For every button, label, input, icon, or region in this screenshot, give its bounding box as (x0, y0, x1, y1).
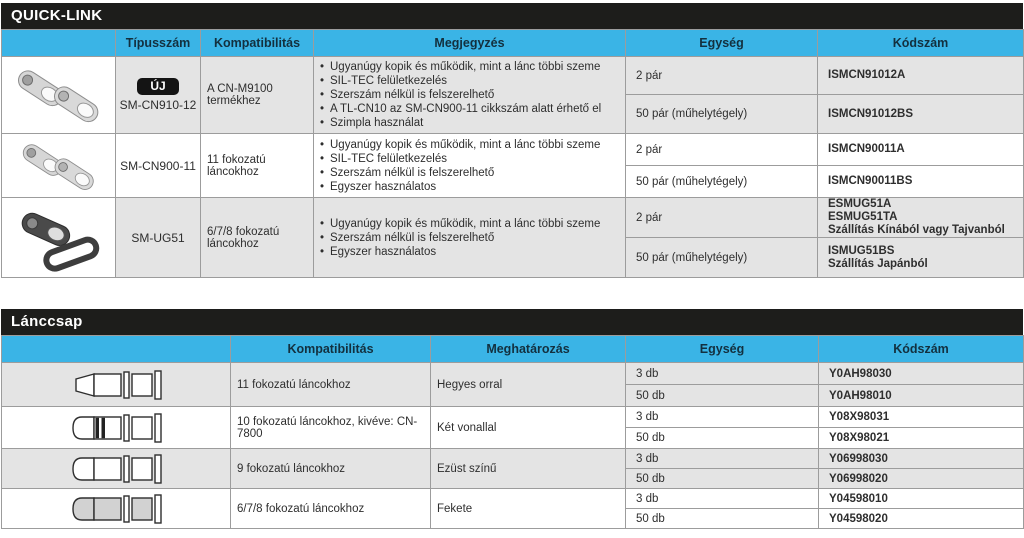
egyseg-cell: 3 db (626, 407, 819, 428)
col-header-kompatibilitas: Kompatibilitás (201, 30, 314, 57)
kodszam-cell: Y04598010 (819, 489, 1024, 509)
egyseg-cell: 50 db (626, 469, 819, 489)
quicklink-section (1, 3, 1023, 278)
megjegyzes-item: • Szerszám nélkül is felszerelhető (320, 166, 619, 180)
megjegyzes-item: • Szerszám nélkül is felszerelhető (320, 231, 619, 245)
lanccsap-title-bar: Lánccsap (1, 309, 1023, 335)
col-header-megjegyzes: Megjegyzés (314, 30, 626, 57)
lanccsap-drawing-cell (2, 407, 231, 449)
kompatibilitas-cell: 9 fokozatú láncokhoz (231, 449, 431, 489)
kompatibilitas-cell: 6/7/8 fokozatú láncokhoz (231, 489, 431, 529)
chain-pin-black-icon (68, 494, 164, 524)
kodszam-cell: ISMUG51BS Szállítás Japánból (818, 238, 1024, 278)
megjegyzes-cell (314, 57, 626, 134)
col-header-egyseg: Egység (626, 336, 819, 363)
table-row (2, 198, 1024, 238)
table-row (2, 489, 1024, 509)
kompatibilitas-cell: 6/7/8 fokozatú láncokhoz (201, 198, 314, 278)
megjegyzes-item: • Ugyanúgy kopik és működik, mint a lánc többi szeme (320, 138, 619, 152)
table-row (2, 449, 1024, 469)
tipusszam-cell (116, 57, 201, 134)
egyseg-cell: 3 db (626, 489, 819, 509)
megjegyzes-cell (314, 134, 626, 198)
egyseg-cell: 50 pár (műhelytégely) (626, 238, 818, 278)
quicklink-silver-photo-icon (11, 136, 107, 196)
megjegyzes-cell (314, 198, 626, 278)
col-header-kompatibilitas: Kompatibilitás (231, 336, 431, 363)
kodszam-cell: Y06998030 (819, 449, 1024, 469)
tipusszam-value: SM-CN910-12 (119, 98, 197, 112)
megjegyzes-item: • Ugyanúgy kopik és működik, mint a lánc többi szeme (320, 60, 619, 74)
chain-pin-silver-icon (68, 454, 164, 484)
lanccsap-header-row (2, 336, 1024, 363)
lanccsap-section (1, 309, 1023, 529)
col-header-kodszam: Kódszám (819, 336, 1024, 363)
megjegyzes-item: • Egyszer használatos (320, 245, 619, 259)
megjegyzes-item: • Ugyanúgy kopik és működik, mint a lánc többi szeme (320, 217, 619, 231)
table-row (2, 57, 1024, 95)
quicklink-title-bar: QUICK-LINK (1, 3, 1023, 29)
megjegyzes-item: • Szerszám nélkül is felszerelhető (320, 88, 619, 102)
megjegyzes-item: • Szimpla használat (320, 116, 619, 130)
tipusszam-cell: SM-CN900-11 (116, 134, 201, 198)
meghatarozas-cell: Ezüst színű (431, 449, 626, 489)
kodszam-cell: Y08X98031 (819, 407, 1024, 428)
egyseg-cell: 2 pár (626, 57, 818, 95)
kodszam-cell: Y04598020 (819, 509, 1024, 529)
kompatibilitas-cell: 11 fokozatú láncokhoz (201, 134, 314, 198)
new-badge: ÚJ (137, 78, 178, 95)
megjegyzes-item: • A TL-CN10 az SM-CN900-11 cikkszám alatt érhető el (320, 102, 619, 116)
quicklink-header-row (2, 30, 1024, 57)
quicklink-black-photo-icon (11, 203, 107, 273)
kompatibilitas-cell: 10 fokozatú láncokhoz, kivéve: CN-7800 (231, 407, 431, 449)
kompatibilitas-cell: A CN-M9100 termékhez (201, 57, 314, 134)
table-row (2, 407, 1024, 428)
egyseg-cell: 50 pár (műhelytégely) (626, 166, 818, 198)
lanccsap-drawing-cell (2, 363, 231, 407)
quicklink-table (1, 29, 1024, 278)
chain-pin-pointed-icon (68, 370, 164, 400)
egyseg-cell: 50 db (626, 385, 819, 407)
megjegyzes-item: • SIL-TEC felületkezelés (320, 152, 619, 166)
kodszam-cell: Y06998020 (819, 469, 1024, 489)
egyseg-cell: 3 db (626, 449, 819, 469)
kodszam-cell: ISMCN90011BS (818, 166, 1024, 198)
tipusszam-cell: SM-UG51 (116, 198, 201, 278)
kodszam-cell: Y08X98021 (819, 428, 1024, 449)
kodszam-cell: Y0AH98010 (819, 385, 1024, 407)
megjegyzes-item: • SIL-TEC felületkezelés (320, 74, 619, 88)
col-header-kodszam: Kódszám (818, 30, 1024, 57)
meghatarozas-cell: Két vonallal (431, 407, 626, 449)
kodszam-cell: Y0AH98030 (819, 363, 1024, 385)
lanccsap-drawing-cell (2, 489, 231, 529)
kompatibilitas-cell: 11 fokozatú láncokhoz (231, 363, 431, 407)
kodszam-cell: ISMCN91012BS (818, 95, 1024, 134)
col-header-image (2, 30, 116, 57)
kodszam-cell: ISMCN90011A (818, 134, 1024, 166)
megjegyzes-item: • Egyszer használatos (320, 180, 619, 194)
table-row (2, 134, 1024, 166)
col-header-meghatarozas: Meghatározás (431, 336, 626, 363)
col-header-tipusszam: Típusszám (116, 30, 201, 57)
lanccsap-table (1, 335, 1024, 529)
egyseg-cell: 3 db (626, 363, 819, 385)
kodszam-cell: ISMCN91012A (818, 57, 1024, 95)
lanccsap-drawing-cell (2, 449, 231, 489)
quicklink-photo-cell (2, 134, 116, 198)
chain-pin-two-lines-icon (68, 413, 164, 443)
quicklink-silver-photo-icon (11, 61, 107, 129)
egyseg-cell: 50 pár (műhelytégely) (626, 95, 818, 134)
meghatarozas-cell: Fekete (431, 489, 626, 529)
egyseg-cell: 50 db (626, 509, 819, 529)
table-row (2, 363, 1024, 385)
quicklink-photo-cell (2, 57, 116, 134)
egyseg-cell: 50 db (626, 428, 819, 449)
quicklink-photo-cell (2, 198, 116, 278)
col-header-image (2, 336, 231, 363)
kodszam-cell: ESMUG51A ESMUG51TA Szállítás Kínából vagy Tajvanból (818, 198, 1024, 238)
egyseg-cell: 2 pár (626, 134, 818, 166)
meghatarozas-cell: Hegyes orral (431, 363, 626, 407)
egyseg-cell: 2 pár (626, 198, 818, 238)
col-header-egyseg: Egység (626, 30, 818, 57)
